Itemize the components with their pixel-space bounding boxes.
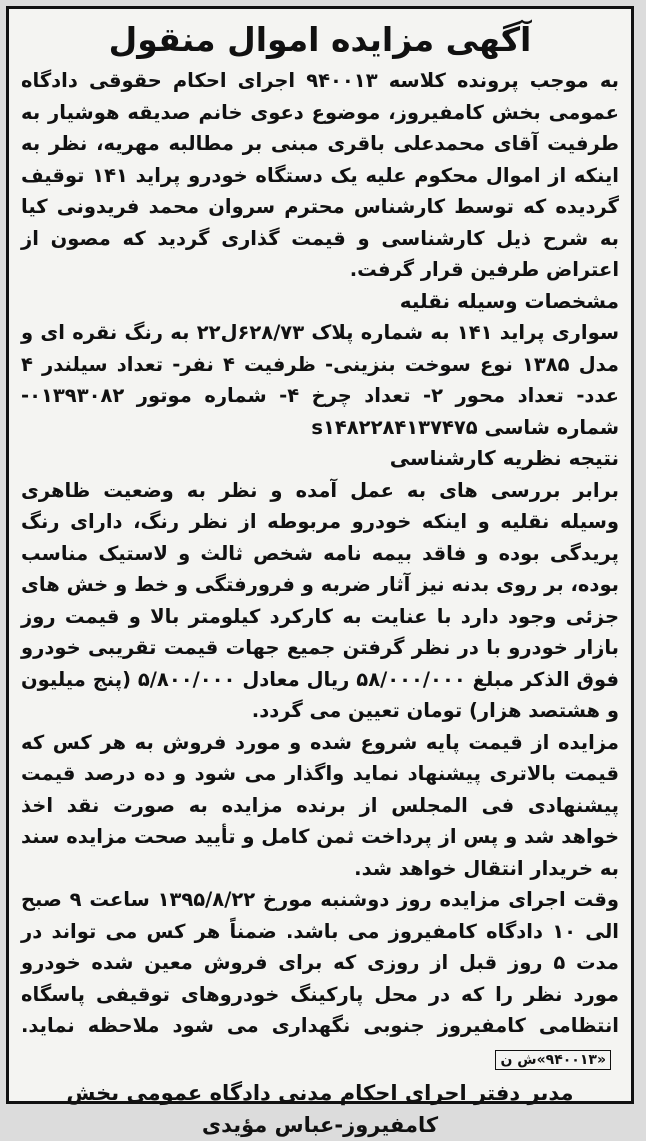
- case-stamp: «۹۴۰۰۱۳»ش ن: [495, 1050, 611, 1070]
- vehicle-paragraph: سواری پراید ۱۴۱ به شماره پلاک ۶۲۸/۷۳ل۲۲ به رنگ نقره ای و مدل ۱۳۸۵ نوع سوخت بنزینی- ظرفیت ۴ نفر- تعداد سیلندر ۴ عدد- تعداد محور ۲- تعداد چرخ ۴- شماره موتور ۰۱۳۹۳۰۸۲-شماره شاسی s۱۴۸۲۲۸۴۱۳۷۴۷۵: [21, 321, 620, 439]
- time-text: وقت اجرای مزایده روز دوشنبه مورخ ۱۳۹۵/۸/۲۲ ساعت ۹ صبح الی ۱۰ دادگاه کامفیروز می باشد. ضمناً هر کس می تواند در مدت ۵ روز قبل از روزی که برای فروش معین شده خودرو مورد نظر را که در محل پارکینگ خودروهای توقیفی پاسگاه انتظامی کامفیروز جنوبی نگهداری می شود ملاحظه نماید.: [21, 888, 619, 1037]
- intro-paragraph: به موجب پرونده کلاسه ۹۴۰۰۱۳ اجرای احکام حقوقی دادگاه عمومی بخش کامفیروز، موضوع دعوی خانم صدیقه هوشیار به طرفیت آقای محمدعلی باقری مبنی بر مطالبه مهریه، نظر به اینکه از اموال محکوم علیه یک دستگاه خودرو پراید ۱۴۱ توقیف گردیده که توسط کارشناس محترم سروان محمد فریدونی کیا به شرح ذیل کارشناسی و قیمت گذاری گردید که مصون از اعتراض طرفین قرار گرفت.: [21, 69, 619, 281]
- expert-heading: نتیجه نظریه کارشناسی: [389, 446, 619, 470]
- vehicle-heading: مشخصات وسیله نقلیه: [399, 288, 619, 313]
- expert-paragraph: برابر بررسی های به عمل آمده و نظر به وضعیت ظاهری وسیله نقلیه و اینکه خودرو مربوطه از نظر رنگ، دارای رنگ پریدگی بوده و فاقد بیمه نامه شخص ثالث و لاستیک مناسب بوده، بر روی بدنه نیز آثار ضربه و فرورفتگی و خط و خش های جزئی وجود دارد با عنایت به کارکرد کیلومتر بالا و قیمت روز بازار خودرو با در نظر گرفتن جمیع جهات قیمت تقریبی خودرو فوق الذکر مبلغ ۵۸/۰۰۰/۰۰۰ ریال معادل ۵/۸۰۰/۰۰۰ (پنج میلیون و هشتصد هزار) تومان تعیین می گردد.: [21, 478, 619, 722]
- auction-notice: [6, 6, 634, 1137]
- notice-title: آگهی مزایده اموال منقول: [108, 20, 532, 59]
- auction-paragraph: مزایده از قیمت پایه شروع شده و مورد فروش به هر کس که قیمت بالاتری پیشنهاد نماید واگذار می شود و ده درصد قیمت پیشنهادی فی المجلس از برنده مزایده به صورت نقد اخذ خواهد شد و پس از پرداخت ثمن کامل و تأیید صحت مزایده سند به خریدار انتقال خواهد شد.: [21, 730, 619, 880]
- time-paragraph: [21, 884, 619, 1073]
- signature-line-1: مدیر دفتر اجرای احکام مدنی دادگاه عمومی بخش: [66, 1081, 574, 1105]
- signature-line-2: کامفیروز-عباس مؤیدی: [201, 1113, 439, 1137]
